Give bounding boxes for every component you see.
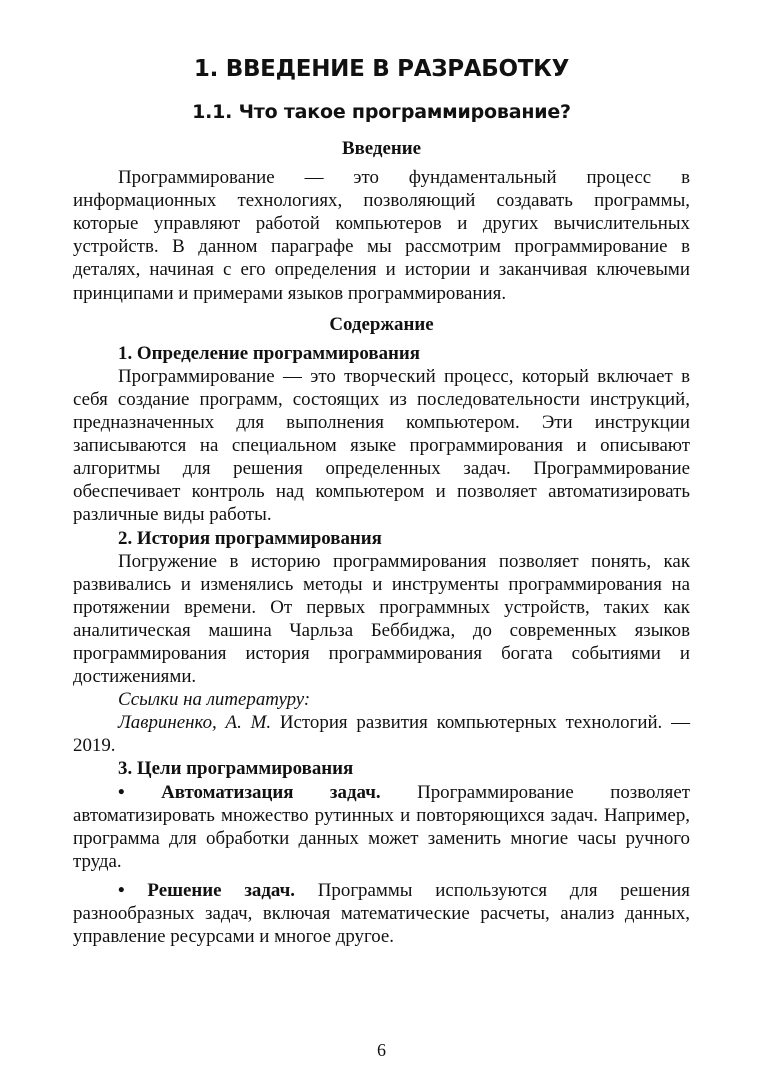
references-label: Ссылки на литературу: <box>118 689 311 711</box>
section-2-paragraph: Погружение в историю программирования позволяет понять, как развивались и изменялись методы и инструменты программирования на протяжении времени. От первых программных устройств, таких как аналитическая машина Чарльза Беббиджа, до современных языков программирования история программирования богата событиями и достижениями. <box>73 550 690 688</box>
bullet-term: Автоматизация задач. <box>161 781 381 803</box>
page-body <box>73 137 690 948</box>
bullet-text: Программы используются для решения разнообразных задач, включая математические расчеты, анализ данных, управление ресурсами и многое другое. <box>73 879 690 948</box>
bullet-text: Программирование позволяет автоматизировать множество рутинных и повторяющихся задач. Например, программа для обработки данных может заменить многие часы ручного труда. <box>73 781 690 872</box>
reference-author: Лавриненко, А. М. <box>118 712 272 734</box>
chapter-title: 1. ВВЕДЕНИЕ В РАЗРАБОТКУ <box>193 56 570 82</box>
bullet-term: Решение задач. <box>147 879 295 901</box>
section-title: 1.1. Что такое программирование? <box>192 101 571 123</box>
section-1-paragraph: Программирование — это творческий процесс, который включает в себя создание программ, состоящих из последовательности инструкций, предназначенных для выполнения компьютером. Эти инструкции записываются на специальном языке программирования и описывают алгоритмы для решения определенных задач. Программирование обеспечивает контроль над компьютером и позволяет автоматизировать различные виды работы. <box>73 365 690 526</box>
bullet-icon: • <box>118 879 125 901</box>
bullet-item <box>73 781 690 873</box>
reference-text: История развития компьютерных технологий. — 2019. <box>73 712 690 757</box>
intro-paragraph: Программирование — это фундаментальный процесс в информационных технологиях, позволяющий создавать программы, которые управляют работой компьютеров и других вычислительных устройств. В данном параграфе мы рассмотрим программирование в деталях, начиная с его определения и истории и заканчивая ключевыми принципами и примерами языков программирования. <box>73 167 690 304</box>
page-number: 6 <box>377 1040 386 1060</box>
contents-heading: Содержание <box>329 313 434 335</box>
section-1-heading: 1. Определение программирования <box>118 342 421 364</box>
section-3-heading: 3. Цели программирования <box>118 758 354 780</box>
bullet-item <box>73 879 690 948</box>
intro-heading: Введение <box>341 138 422 159</box>
section-2-heading: 2. История программирования <box>118 527 382 549</box>
bullet-icon: • <box>118 781 125 803</box>
reference-entry <box>73 711 690 757</box>
